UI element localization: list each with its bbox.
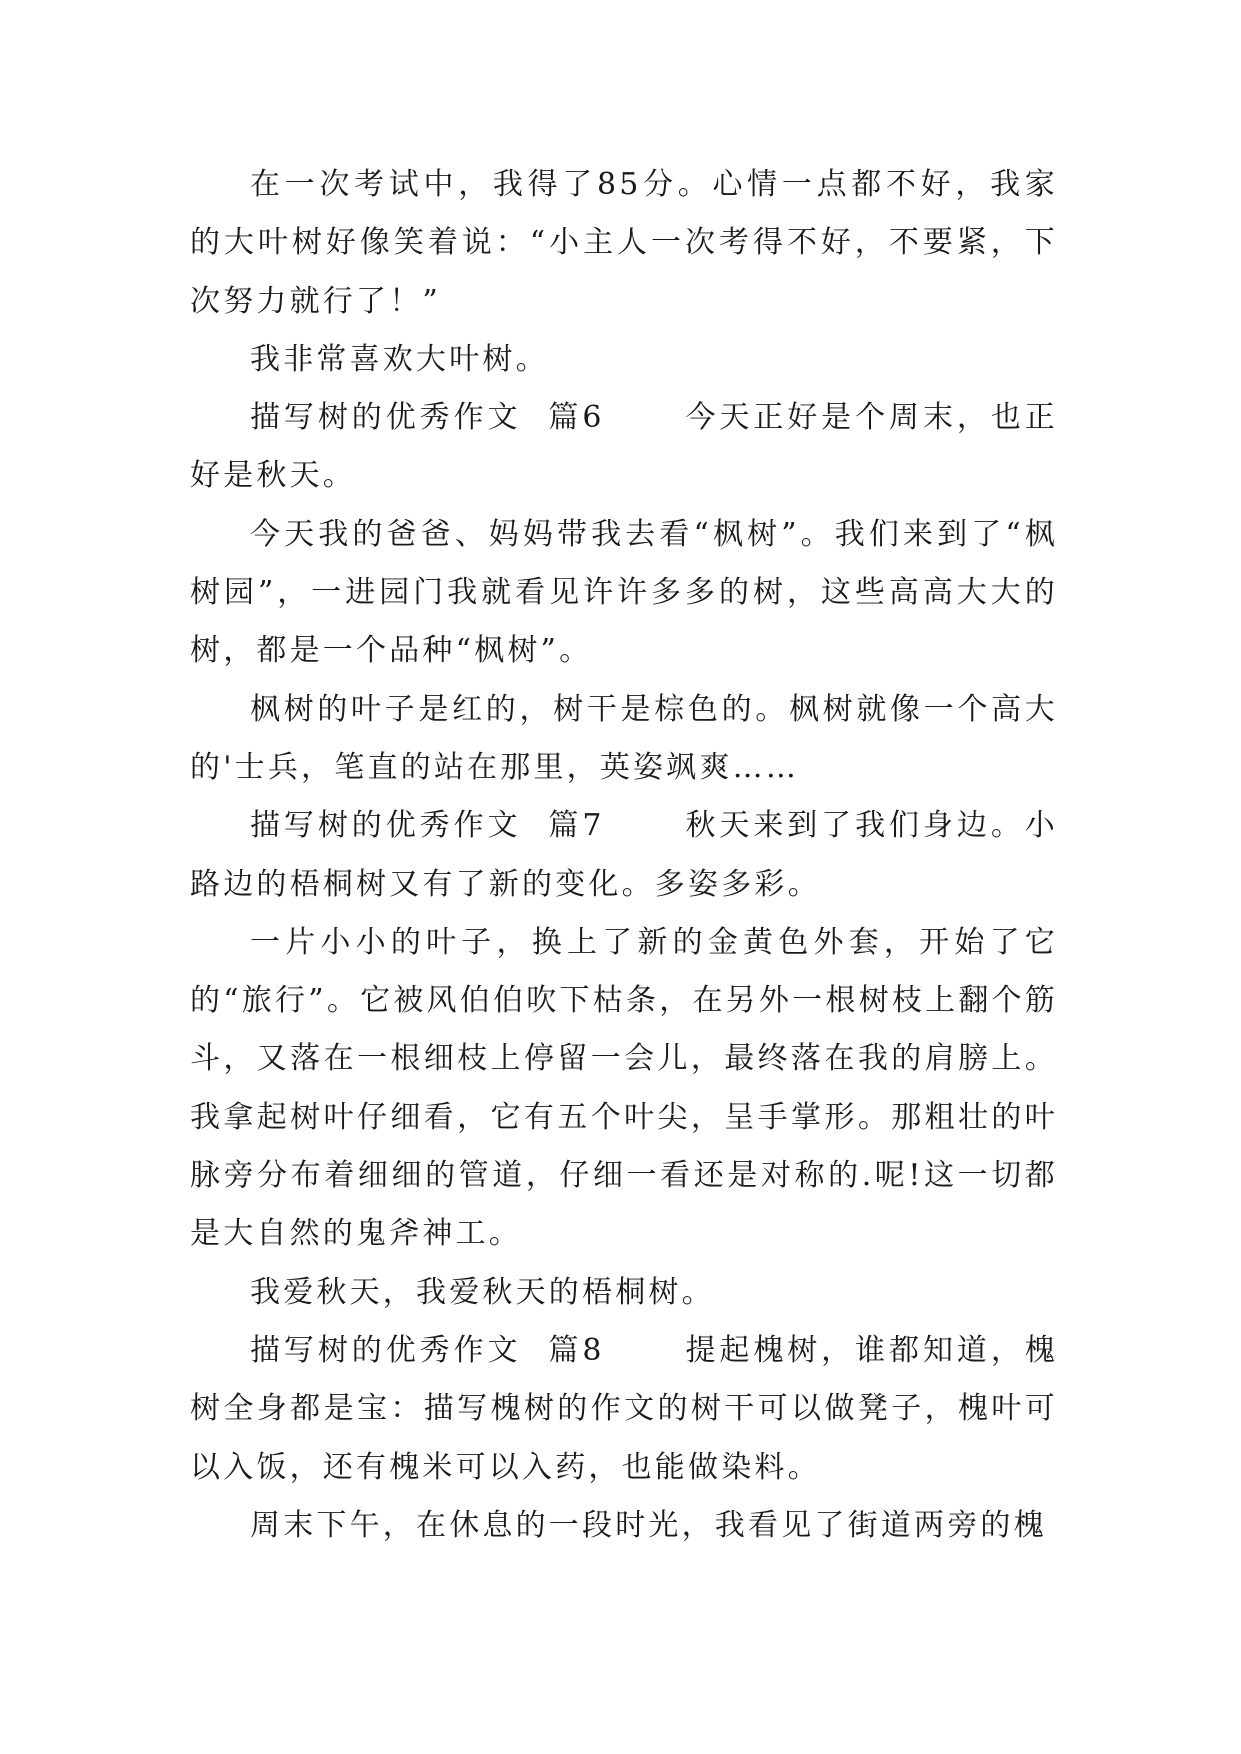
paragraph: 我爱秋天，我爱秋天的梧桐树。 (250, 1274, 715, 1310)
paragraph: 一片小小的叶子，换上了新的金黄色外套，开始了它的“旅行”。它被风伯伯吹下枯条，在另外一根树枝上翻个筋斗，又落在一根细枝上停留一会儿，最终落在我的肩膀上。我拿起树叶仔细看，它有五个叶尖，呈手掌形。那粗壮的叶脉旁分布着细细的管道，仔细一看还是对称的.呢!这一切都是大自然的鬼斧神工。 (190, 924, 1058, 1252)
paragraph: 今天我的爸爸、妈妈带我去看“枫树”。我们来到了“枫树园”，一进园门我就看见许许多多的树，这些高高大大的树，都是一个品种“枫树”。 (190, 516, 1058, 669)
section-heading-paragraph: 描写树的优秀作文 篇8 提起槐树，谁都知道，槐树全身都是宝：描写槐树的作文的树干可以做凳子，槐叶可以入饭，还有槐米可以入药，也能做染料。 (190, 1332, 1058, 1485)
section-heading-paragraph: 描写树的优秀作文 篇6 今天正好是个周末，也正好是秋天。 (190, 400, 1058, 494)
paragraph: 我非常喜欢大叶树。 (250, 341, 549, 377)
paragraph: 周末下午，在休息的一段时光，我看见了街道两旁的槐 (250, 1507, 1047, 1543)
essay-body (190, 156, 1058, 1555)
paragraph: 在一次考试中，我得了85分。心情一点都不好，我家的大叶树好像笑着说：“小主人一次考得不好，不要紧，下次努力就行了！” (190, 167, 1058, 319)
section-heading-paragraph: 描写树的优秀作文 篇7 秋天来到了我们身边。小路边的梧桐树又有了新的变化。多姿多彩。 (190, 808, 1058, 902)
paragraph: 枫树的叶子是红的，树干是棕色的。枫树就像一个高大的'士兵，笔直的站在那里，英姿飒爽…… (190, 691, 1058, 785)
